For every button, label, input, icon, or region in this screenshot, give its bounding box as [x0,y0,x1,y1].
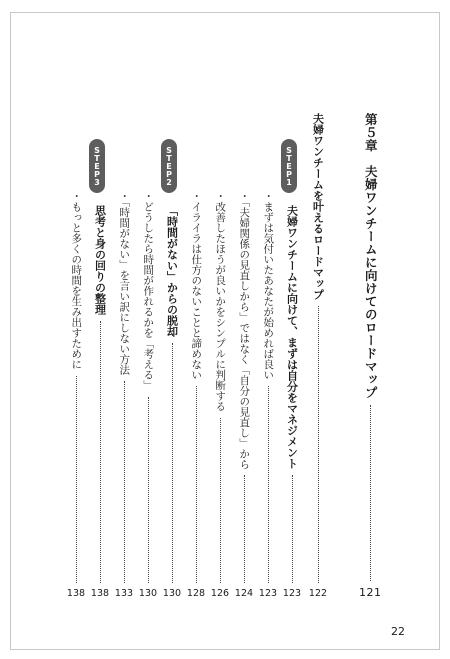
leader-dots [244,475,245,582]
toc-item[interactable] [185,191,207,598]
item-title: ・ もっと多くの時間を生み出すために [71,191,82,370]
toc-chapter-entry[interactable] [359,113,381,598]
toc-item[interactable] [65,191,87,598]
item-title: ・ イライラは仕方のないことと諦めない [191,191,202,380]
leader-dots [196,386,197,583]
item-page: 124 [234,587,254,599]
item-title: ・ 「時間がない」を言い訳にしない方法 [119,191,130,375]
leader-dots [292,475,293,583]
step3-heading[interactable] [89,205,111,598]
step2-heading-title: 「時間がない」からの脱却 [165,205,179,337]
item-title: ・ どうしたら時間が作れるかを「考える」 [143,191,154,391]
item-page: 126 [210,587,230,599]
leader-dots [100,321,101,583]
leader-dots [268,386,269,583]
step3-heading-page: 138 [90,587,110,599]
toc-item[interactable] [137,191,159,598]
step3-heading-title: 思考と身の回りの整理 [93,205,107,315]
leader-dots [370,405,371,581]
section-page: 122 [308,587,328,599]
leader-dots [124,381,125,583]
page-number: 22 [391,625,405,638]
item-page: 133 [114,587,134,599]
item-page: 128 [186,587,206,599]
step2-heading[interactable] [161,205,183,598]
step2-heading-page: 130 [162,587,182,599]
page [10,12,440,650]
item-page: 123 [258,587,278,599]
step2-badge: STEP2 [161,139,177,193]
leader-dots [148,397,149,583]
step1-heading-title: 夫婦ワンチームに向けて、まずは自分をマネジメント [285,205,299,469]
leader-dots [76,376,77,583]
step1-badge: STEP1 [281,139,297,193]
step1-heading[interactable] [281,205,303,598]
section-title: 夫婦ワンチームを叶えるロードマップ [311,113,325,300]
toc-item[interactable] [233,191,255,598]
chapter-title: 第５章 夫婦ワンチームに向けてのロードマップ [363,113,379,399]
item-title: ・ 改善したほうが良いかをシンプルに判断する [215,191,226,412]
step1-heading-page: 123 [282,587,302,599]
step3-badge: STEP3 [89,139,105,193]
item-page: 130 [138,587,158,599]
leader-dots [220,418,221,583]
item-title: ・ まずは気付いたあなたが始めれば良い [263,191,274,380]
toc-section-entry[interactable] [307,113,329,598]
toc-item[interactable] [257,191,279,598]
leader-dots [172,343,173,583]
toc-item[interactable] [209,191,231,598]
leader-dots [318,306,319,583]
item-title: ・ 「夫婦関係の見直しから」ではなく「自分の見直し」から [239,191,250,469]
item-page: 138 [66,587,86,599]
chapter-page: 121 [359,586,382,599]
toc-item[interactable] [113,191,135,598]
